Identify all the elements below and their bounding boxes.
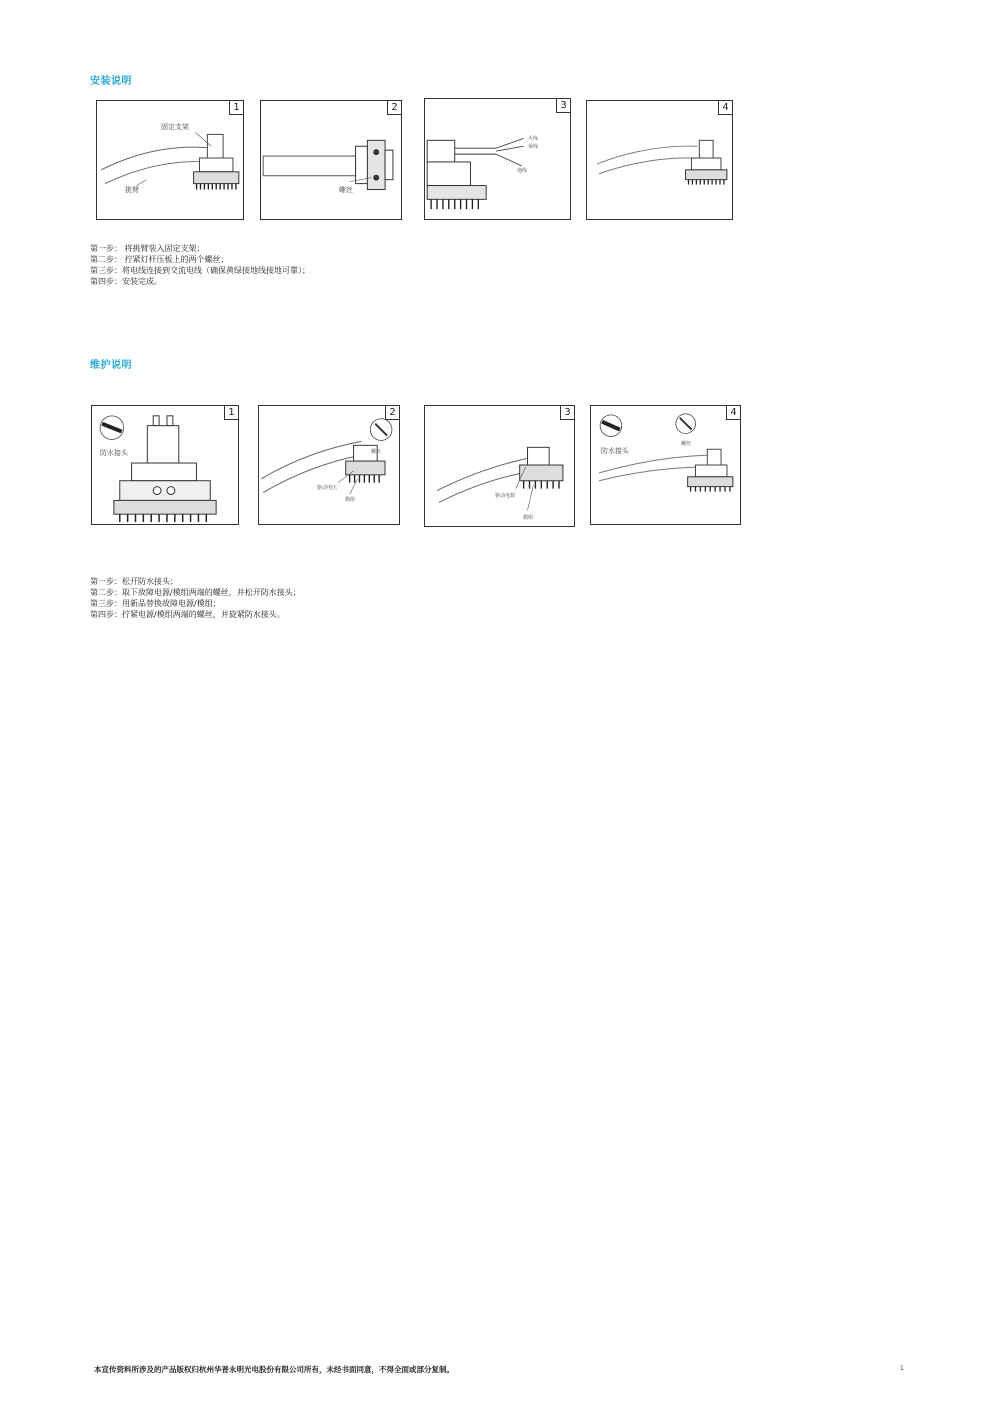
install-step-4: 第四步：安装完成。: [90, 277, 162, 286]
install-figure-2-number: 2: [387, 101, 401, 115]
install-step-3: 第三步：将电线连接到交流电线（确保黄绿接地线接地可靠）；: [90, 266, 310, 275]
install-section-title: 安装说明: [90, 76, 132, 87]
maintain-figure-2-drawing: [259, 406, 399, 524]
label-waterproof-connector: 防水接头: [100, 449, 128, 457]
install-figure-3: [424, 98, 571, 220]
maintain-figure-1-drawing: [92, 406, 238, 524]
maintain-figure-2-number: 2: [385, 406, 399, 420]
label-driver-voltage: 驱动电压: [317, 485, 338, 491]
maintain-step-4: 第四步：拧紧电源/模组两端的螺丝，并旋紧防水接头。: [90, 610, 285, 619]
install-figure-2-drawing: [261, 101, 401, 219]
install-figure-4-number: 4: [718, 101, 732, 115]
label-arm: 挑臂: [125, 186, 139, 194]
maintain-steps: [90, 576, 301, 620]
maintain-figure-4-number: 4: [726, 406, 740, 420]
label-fixed-bracket: 固定支架: [161, 123, 189, 131]
label-neutral-wire: 零线: [528, 144, 539, 150]
page-number: 1: [900, 1365, 904, 1372]
maintain-figure-2: [258, 405, 400, 525]
maintain-step-2: 第二步：取下故障电源/模组两端的螺丝，并松开防水接头；: [90, 588, 301, 597]
label-waterproof-connector-4: 防水接头: [601, 447, 629, 455]
install-figure-4: [586, 100, 733, 220]
label-ground-wire: 地线: [517, 168, 528, 174]
install-figure-3-drawing: [425, 99, 570, 219]
install-figure-1-drawing: [97, 101, 243, 219]
maintain-figure-3: [424, 405, 575, 527]
maintain-figure-1-number: 1: [224, 406, 238, 420]
maintain-figure-3-number: 3: [560, 406, 574, 420]
install-figure-1-number: 1: [229, 101, 243, 115]
label-screw: 螺丝: [339, 186, 353, 194]
install-step-2: 第二步： 拧紧灯杆压板上的两个螺丝；: [90, 255, 229, 264]
install-figure-2: [260, 100, 402, 220]
label-module-2: 模组: [345, 497, 356, 503]
install-figure-4-drawing: [587, 101, 732, 219]
install-steps: [90, 243, 310, 287]
install-figure-1: [96, 100, 244, 220]
maintain-step-3: 第三步：用新品替换故障电源/模组；: [90, 599, 221, 608]
maintain-figure-1: [91, 405, 239, 525]
maintain-figure-4-drawing: [591, 406, 740, 524]
label-screw-4: 螺丝: [681, 441, 692, 447]
label-screw-2: 螺丝: [371, 449, 382, 455]
label-module-3: 模组: [523, 515, 534, 521]
maintain-section-title: 维护说明: [90, 360, 132, 371]
maintain-step-1: 第一步：松开防水接头；: [90, 577, 178, 586]
maintain-figure-4: [590, 405, 741, 525]
install-step-1: 第一步： 将挑臂装入固定支架；: [90, 244, 205, 253]
maintain-figure-3-drawing: [425, 406, 574, 526]
label-live-wire: 火线: [528, 136, 539, 142]
copyright-notice: 本宣传资料所涉及的产品版权归杭州华普永明光电股份有限公司所有，未经书面同意，不得全面或部分复制。: [94, 1365, 454, 1374]
install-figure-3-number: 3: [556, 99, 570, 113]
label-driver-power: 驱动电源: [495, 493, 516, 499]
